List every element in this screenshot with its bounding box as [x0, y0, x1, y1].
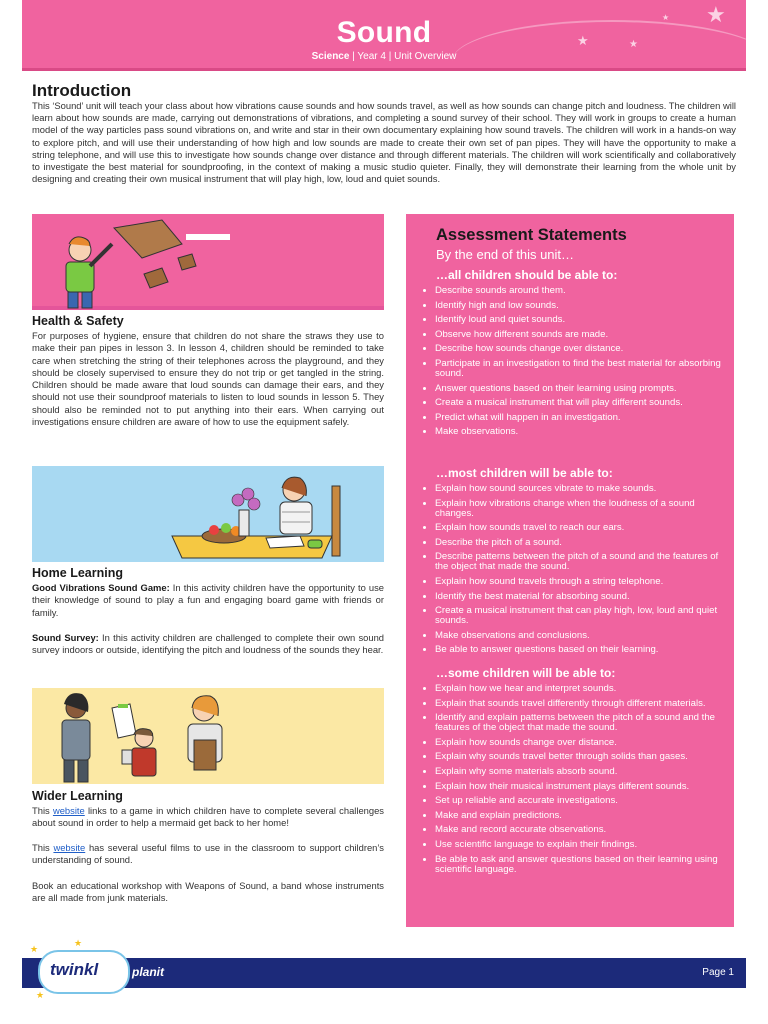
- text-fragment: has several useful films to use in the classroom to support children’s understanding of sound.: [32, 842, 384, 866]
- health-safety-text: For purposes of hygiene, ensure that children do not share the straws they use to make their pan pipes in lesson 3. In lesson 4, children should be reminded to take care when stretching the string of their telephones across the playground, and they should be closely supervised to ensure they do not trip or get tangled in the string. Children should be made aware that loud sounds can damage their ears, and they should not use their soundproof materials to listen to loud sounds in lesson 5. They should also be reminded not to put anything into their ears. When carrying out investigations ensure children are aware of how to use the equipment safely.: [32, 330, 384, 428]
- list-item: • Describe how sounds change over distance.: [435, 344, 727, 354]
- list-item: • Be able to answer questions based on their learning.: [435, 645, 727, 655]
- list-item: • Explain that sounds travel differently through different materials.: [435, 699, 727, 709]
- list-item: • Identify high and low sounds.: [435, 301, 727, 311]
- list-item: • Explain how their musical instrument plays different sounds.: [435, 782, 727, 792]
- list-item: • Set up reliable and accurate investigations.: [435, 796, 727, 806]
- game-description: In this activity children have the opportunity to use their knowledge of sound to play a fun and engaging board game with friends or family.: [32, 582, 384, 618]
- twinkl-logo: twinkl: [50, 960, 99, 979]
- assessment-group-all-list: [420, 286, 727, 442]
- website-link[interactable]: website: [53, 842, 86, 853]
- list-item: • Make observations.: [435, 427, 727, 437]
- introduction-text: This ‘Sound’ unit will teach your class about how vibrations cause sounds and how sounds travel, as well as how sounds can change pitch and loudness. The children will learn about how sounds are made, carrying out demonstrations of vibrations, and completing a sound survey of their school. They will work in groups to create a human model of the way particles pass sound vibrations on, and write and star in their own documentary explaining how sound travels. The children will work in a hands-on way to explore pitch, and will use their understanding of how high and low sounds are made to create their own set of pan pipes. They will have the opportunity to make a string telephone, and will use this to investigate how sounds change over distance and through different materials. The children will work scientifically and collaboratively to investigate the best material for soundproofing, in the context of making a music studio quieter. Finally, they will demonstrate their learning from the whole unit by designing and creating their own musical instrument that will play high, low, loud and quiet sounds.: [32, 100, 736, 185]
- assessment-group-all-label: …all children should be able to:: [436, 268, 618, 282]
- wider-learning-heading: Wider Learning: [32, 789, 123, 803]
- list-item: • Create a musical instrument that will play different sounds.: [435, 398, 727, 408]
- assessment-group-most-list: [420, 484, 727, 660]
- wider-learning-game-text: [32, 805, 384, 830]
- subtitle-subject: Science: [311, 51, 350, 62]
- list-item: • Make observations and conclusions.: [435, 631, 727, 641]
- health-safety-heading: Health & Safety: [32, 314, 124, 328]
- game-label: Good Vibrations Sound Game:: [32, 582, 170, 593]
- list-item: • Explain how sound sources vibrate to make sounds.: [435, 484, 727, 494]
- star-icon: ★: [662, 13, 670, 22]
- wider-learning-films-text: [32, 842, 384, 867]
- header-divider: [22, 68, 746, 71]
- list-item: • Identify and explain patterns between the pitch of a sound and the features of the object that made the sound.: [435, 713, 727, 733]
- assessment-subtitle: By the end of this unit…: [436, 247, 575, 262]
- page-number: Page 1: [702, 967, 734, 978]
- subtitle-rest: | Year 4 | Unit Overview: [349, 51, 457, 62]
- survey-description: In this activity children are challenged to complete their own sound survey indoors or outside, identifying the pitch and loudness of the sounds they hear.: [32, 632, 385, 656]
- list-item: • Use scientific language to explain their findings.: [435, 840, 727, 850]
- list-item: • Identify the best material for absorbing sound.: [435, 592, 727, 602]
- survey-label: Sound Survey:: [32, 632, 99, 643]
- planit-logo: planit: [132, 965, 164, 979]
- list-item: • Explain why some materials absorb sound.: [435, 767, 727, 777]
- star-icon: ★: [36, 990, 45, 1000]
- list-item: • Explain how sounds change over distance.: [435, 738, 727, 748]
- star-icon: ★: [629, 39, 638, 50]
- star-icon: ★: [30, 944, 39, 954]
- wider-learning-illustration: [32, 688, 384, 784]
- home-learning-survey-text: [32, 632, 384, 657]
- list-item: • Observe how different sounds are made.: [435, 330, 727, 340]
- home-learning-illustration: [32, 466, 384, 562]
- page-footer: [22, 958, 746, 988]
- list-item: • Explain how we hear and interpret sounds.: [435, 684, 727, 694]
- assessment-group-some-label: …some children will be able to:: [436, 666, 616, 680]
- home-learning-game-text: [32, 582, 384, 619]
- list-item: • Participate in an investigation to find the best material for absorbing sound.: [435, 359, 727, 379]
- list-item: • Explain how sounds travel to reach our ears.: [435, 523, 727, 533]
- star-icon: ★: [577, 33, 589, 48]
- text-fragment: links to a game in which children have to complete several challenges about sound in order to help a mermaid get back to her home!: [32, 805, 384, 829]
- list-item: • Be able to ask and answer questions based on their learning using scientific language.: [435, 855, 727, 875]
- page-title: Sound: [336, 16, 432, 49]
- page-header: [22, 0, 746, 68]
- website-link[interactable]: website: [52, 805, 85, 816]
- list-item: • Explain how sound travels through a string telephone.: [435, 577, 727, 587]
- text-fragment: This: [32, 805, 53, 816]
- list-item: • Explain why sounds travel better through solids than gases.: [435, 752, 727, 762]
- list-item: • Identify loud and quiet sounds.: [435, 315, 727, 325]
- list-item: • Create a musical instrument that can play high, low, loud and quiet sounds.: [435, 606, 727, 626]
- assessment-group-some-list: [420, 684, 727, 879]
- wider-learning-workshop-text: Book an educational workshop with Weapons of Sound, a band whose instruments are all made from junk materials.: [32, 880, 384, 904]
- list-item: • Describe sounds around them.: [435, 286, 727, 296]
- assessment-group-most-label: …most children will be able to:: [436, 466, 613, 480]
- list-item: • Describe patterns between the pitch of a sound and the features of the object that made the sound.: [435, 552, 727, 572]
- list-item: • Explain how vibrations change when the loudness of a sound changes.: [435, 499, 727, 519]
- text-fragment: This: [32, 842, 54, 853]
- home-learning-heading: Home Learning: [32, 566, 123, 580]
- star-icon: ★: [74, 938, 83, 948]
- assessment-title: Assessment Statements: [436, 226, 627, 244]
- star-icon: ★: [706, 2, 726, 27]
- health-safety-illustration: [32, 214, 384, 310]
- list-item: • Make and record accurate observations.: [435, 825, 727, 835]
- list-item: • Make and explain predictions.: [435, 811, 727, 821]
- page-subtitle: [22, 51, 746, 62]
- list-item: • Predict what will happen in an investigation.: [435, 413, 727, 423]
- list-item: • Answer questions based on their learning using prompts.: [435, 384, 727, 394]
- introduction-heading: Introduction: [32, 81, 132, 100]
- list-item: • Describe the pitch of a sound.: [435, 538, 727, 548]
